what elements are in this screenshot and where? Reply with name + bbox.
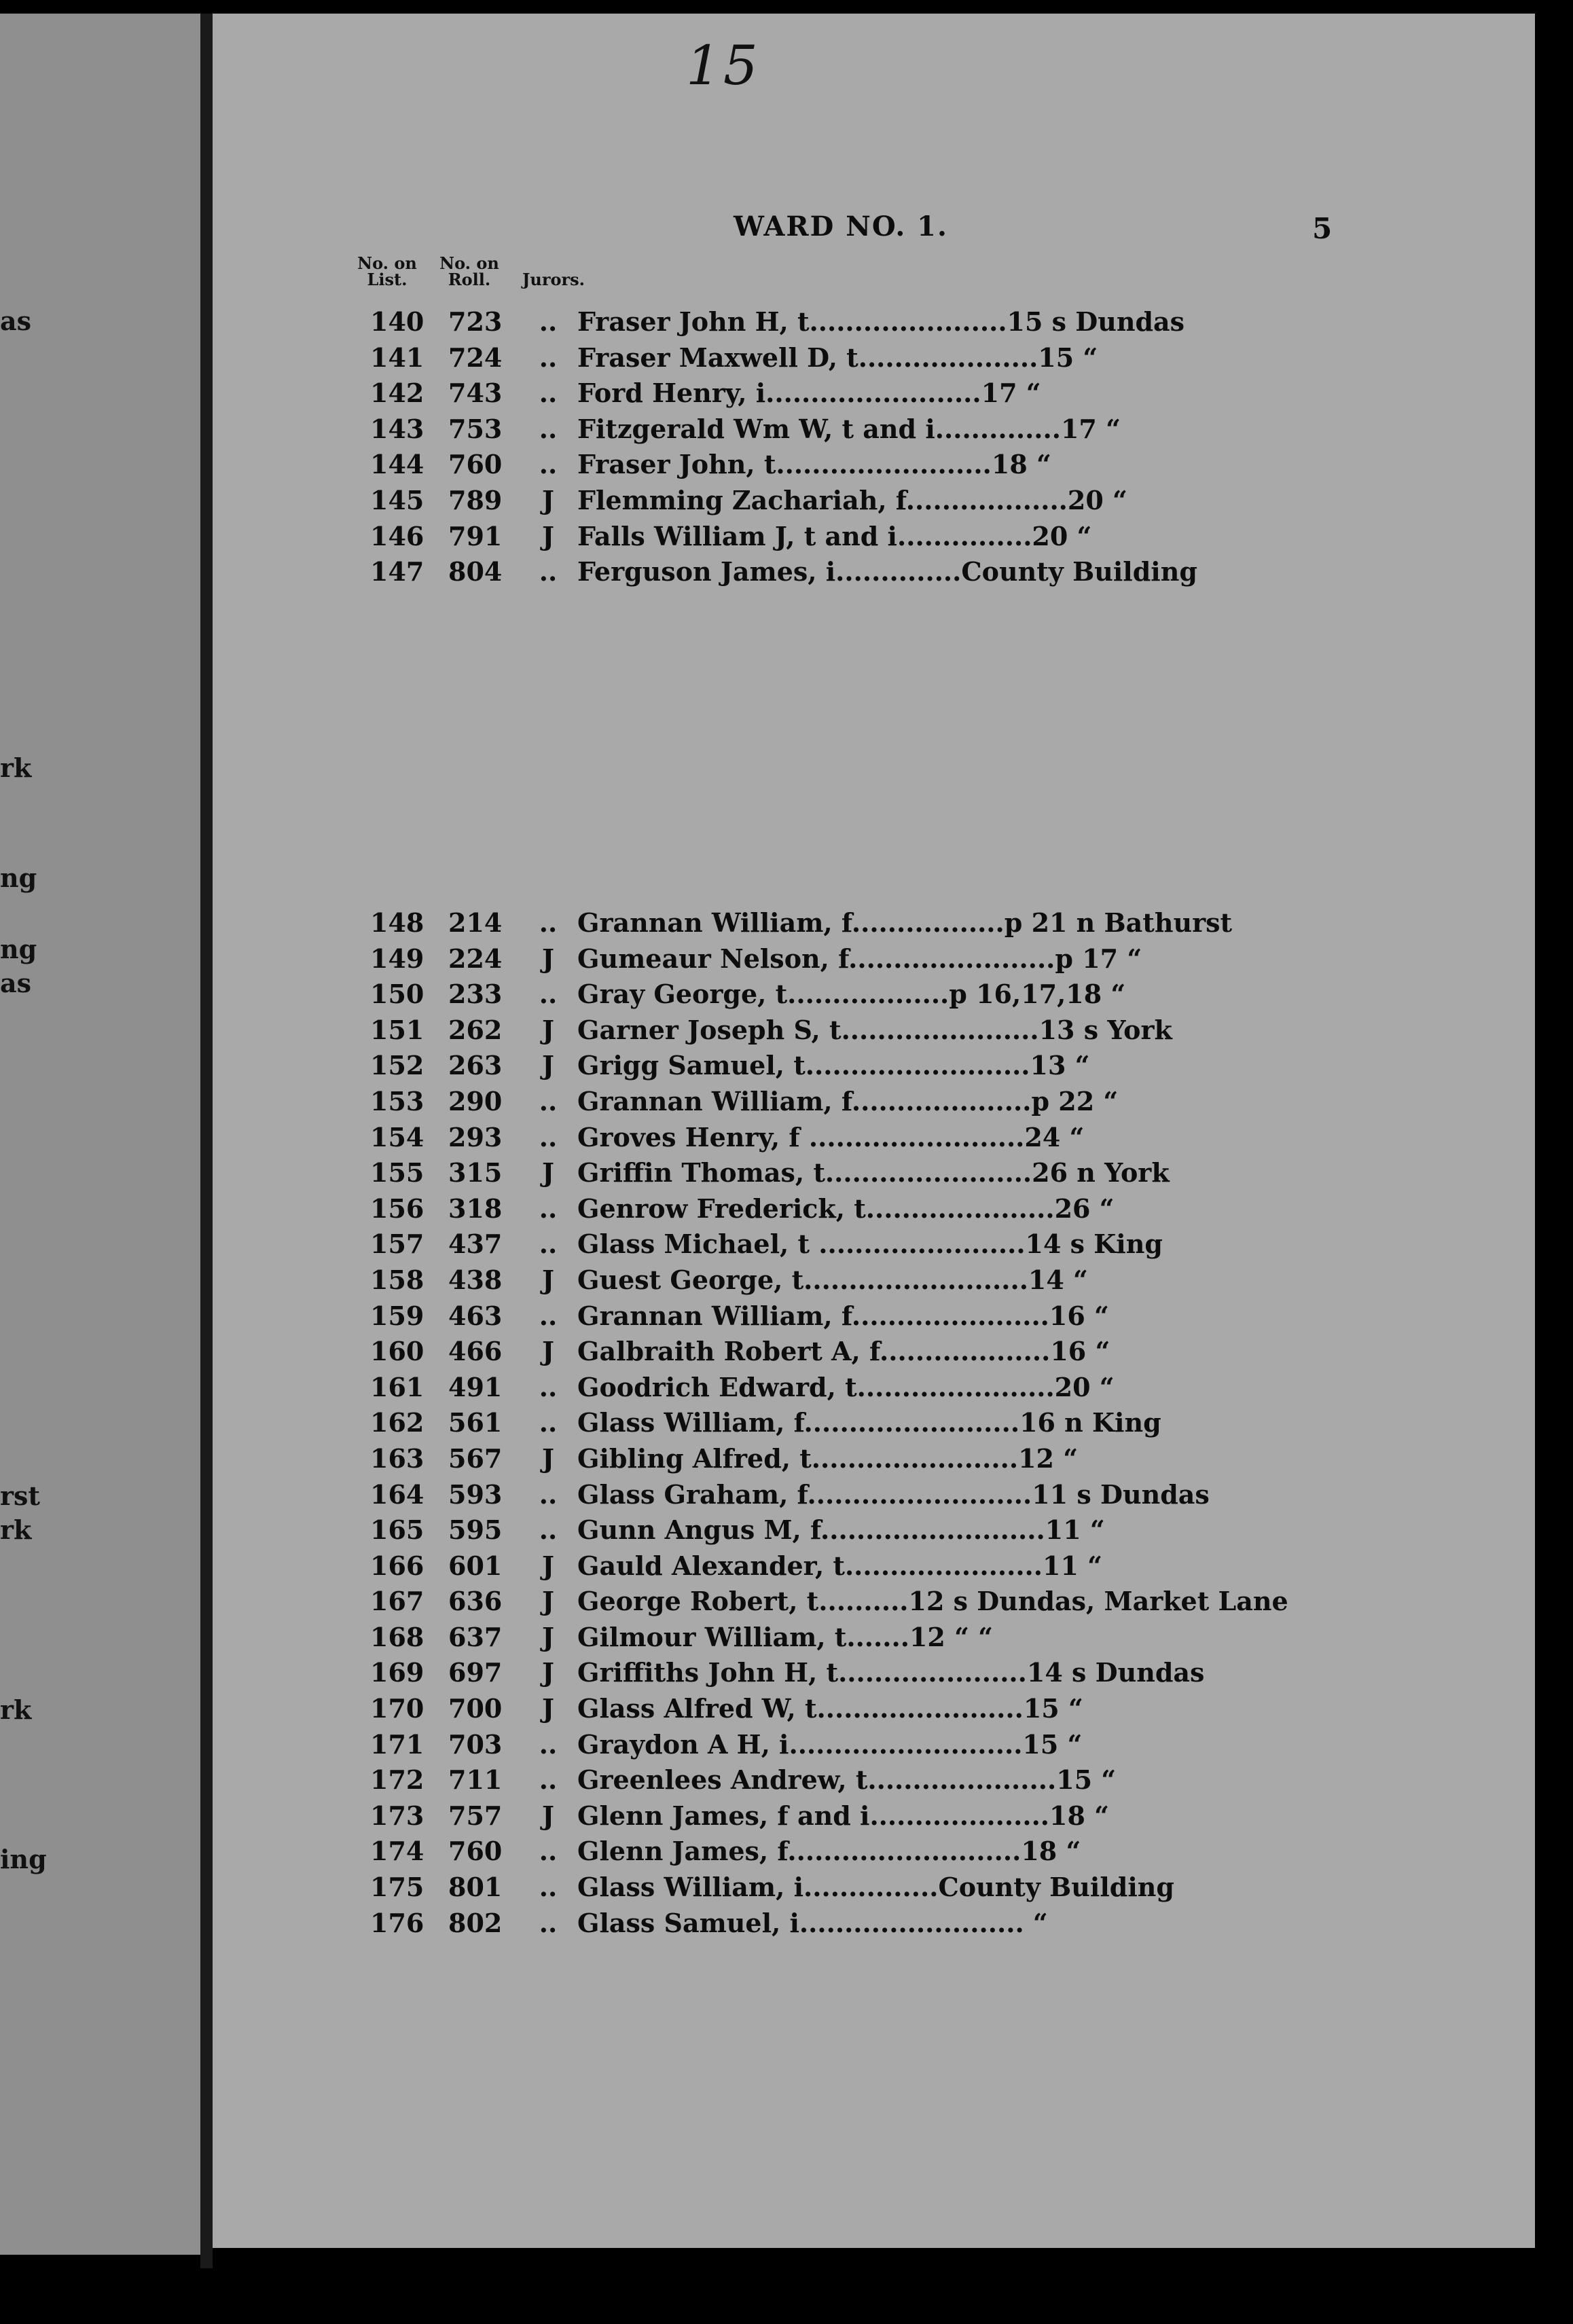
list-row xyxy=(353,1760,1345,1796)
voter-entry: Graydon A H, i..........................15 “ xyxy=(577,1728,1083,1760)
roll-number: 697 xyxy=(448,1657,503,1688)
voter-entry: Griffin Thomas, t.......................26 n York xyxy=(577,1157,1170,1188)
roll-number: 491 xyxy=(448,1371,503,1402)
voter-entry: Garner Joseph S, t......................13 s York xyxy=(577,1014,1172,1045)
roll-number: 637 xyxy=(448,1621,503,1652)
juror-mark: .. xyxy=(539,1764,558,1796)
voter-entry: Fraser John, t........................18 “ xyxy=(577,449,1051,480)
list-row xyxy=(353,1582,1345,1618)
margin-fragment: rst xyxy=(0,1481,40,1511)
voter-entry: Gray George, t..................p 16,17,18 “ xyxy=(577,979,1126,1010)
juror-mark: J xyxy=(542,484,554,515)
voter-entry: Groves Henry, f ........................24 “ xyxy=(577,1121,1085,1152)
voter-entry: Fraser Maxwell D, t....................15 “ xyxy=(577,342,1098,373)
list-number: 175 xyxy=(370,1872,424,1903)
voter-entry: Ferguson James, i..............County Building xyxy=(577,556,1197,587)
voter-list-group-1 xyxy=(353,302,1345,588)
voter-entry: Greenlees Andrew, t.....................15 “ xyxy=(577,1764,1117,1796)
juror-mark: .. xyxy=(539,1371,558,1402)
roll-number: 315 xyxy=(448,1157,503,1188)
list-number: 171 xyxy=(370,1728,424,1760)
juror-mark: J xyxy=(542,1586,554,1617)
voter-entry: Gilmour William, t.......12 “ “ xyxy=(577,1621,994,1652)
voter-entry: Glass Samuel, i......................... “ xyxy=(577,1907,1048,1938)
list-number: 144 xyxy=(370,449,424,480)
voter-entry: Gibling Alfred, t.......................12 “ xyxy=(577,1442,1079,1474)
voter-entry: Guest George, t.........................14 “ xyxy=(577,1264,1088,1295)
page-binding xyxy=(200,14,213,2268)
juror-mark: .. xyxy=(539,1728,558,1760)
voter-entry: Grigg Samuel, t.........................13 “ xyxy=(577,1050,1090,1081)
voter-entry: Griffiths John H, t.....................14 s Dundas xyxy=(577,1657,1205,1688)
list-number: 151 xyxy=(370,1014,424,1045)
list-row xyxy=(353,1832,1345,1868)
list-row xyxy=(353,1653,1345,1689)
list-number: 155 xyxy=(370,1157,424,1188)
juror-mark: J xyxy=(542,943,554,974)
list-number: 154 xyxy=(370,1121,424,1152)
list-number: 149 xyxy=(370,943,424,974)
list-row xyxy=(353,1510,1345,1546)
roll-number: 224 xyxy=(448,943,503,974)
voter-entry: Glass Graham, f.........................11 s Dundas xyxy=(577,1478,1210,1510)
voter-entry: Gumeaur Nelson, f.......................p 17 “ xyxy=(577,943,1142,974)
roll-number: 262 xyxy=(448,1014,503,1045)
juror-mark: J xyxy=(542,1264,554,1295)
list-number: 146 xyxy=(370,520,424,551)
voter-entry: George Robert, t..........12 s Dundas, Market Lane xyxy=(577,1586,1288,1617)
roll-number: 760 xyxy=(448,1836,503,1867)
roll-number: 724 xyxy=(448,342,503,373)
roll-number: 561 xyxy=(448,1407,503,1438)
roll-number: 703 xyxy=(448,1728,503,1760)
juror-mark: .. xyxy=(539,1907,558,1938)
handwritten-mark: 15 xyxy=(686,34,761,97)
margin-fragment: as xyxy=(0,968,32,998)
list-number: 153 xyxy=(370,1085,424,1116)
list-number: 148 xyxy=(370,907,424,938)
voter-entry: Galbraith Robert A, f...................16 “ xyxy=(577,1336,1110,1367)
list-number: 143 xyxy=(370,413,424,444)
list-number: 158 xyxy=(370,1264,424,1295)
list-row xyxy=(353,302,1345,338)
juror-mark: .. xyxy=(539,1872,558,1903)
juror-mark: .. xyxy=(539,449,558,480)
list-number: 145 xyxy=(370,484,424,515)
juror-mark: J xyxy=(542,1014,554,1045)
roll-number: 466 xyxy=(448,1336,503,1367)
roll-number: 636 xyxy=(448,1586,503,1617)
voter-entry: Glass Michael, t .......................14 s King xyxy=(577,1229,1163,1260)
juror-mark: .. xyxy=(539,306,558,337)
voter-entry: Fraser John H, t......................15 s Dundas xyxy=(577,306,1185,337)
list-number: 159 xyxy=(370,1300,424,1331)
list-row xyxy=(353,374,1345,410)
juror-mark: J xyxy=(542,1550,554,1581)
juror-mark: .. xyxy=(539,1407,558,1438)
list-row xyxy=(353,903,1345,939)
voter-entry: Grannan William, f....................p 22 “ xyxy=(577,1085,1119,1116)
juror-mark: .. xyxy=(539,1300,558,1331)
juror-mark: .. xyxy=(539,413,558,444)
list-row xyxy=(353,552,1345,588)
list-number: 156 xyxy=(370,1193,424,1224)
roll-number: 438 xyxy=(448,1264,503,1295)
voter-entry: Glass Alfred W, t.......................15 “ xyxy=(577,1693,1083,1724)
list-number: 162 xyxy=(370,1407,424,1438)
list-number: 140 xyxy=(370,306,424,337)
juror-mark: J xyxy=(542,1157,554,1188)
roll-number: 753 xyxy=(448,413,503,444)
list-row xyxy=(353,1725,1345,1761)
margin-fragment: ng xyxy=(0,934,37,964)
voter-entry: Grannan William, f.................p 21 n Bathurst xyxy=(577,907,1233,938)
voter-entry: Fitzgerald Wm W, t and i..............17 “ xyxy=(577,413,1121,444)
juror-mark: J xyxy=(542,1336,554,1367)
list-row xyxy=(353,1296,1345,1332)
juror-mark: J xyxy=(542,520,554,551)
column-header-list: No. on List. xyxy=(357,253,417,289)
list-number: 150 xyxy=(370,979,424,1010)
list-row xyxy=(353,1689,1345,1725)
voter-entry: Goodrich Edward, t......................20 “ xyxy=(577,1371,1115,1402)
roll-number: 263 xyxy=(448,1050,503,1081)
juror-mark: J xyxy=(542,1657,554,1688)
list-row xyxy=(353,481,1345,517)
voter-entry: Flemming Zachariah, f..................20 “ xyxy=(577,484,1127,515)
list-row xyxy=(353,1260,1345,1296)
roll-number: 595 xyxy=(448,1514,503,1546)
page-number: 5 xyxy=(1312,212,1333,245)
juror-mark: .. xyxy=(539,1193,558,1224)
list-row xyxy=(353,1475,1345,1511)
list-number: 174 xyxy=(370,1836,424,1867)
list-number: 164 xyxy=(370,1478,424,1510)
voter-entry: Glenn James, f..........................18 “ xyxy=(577,1836,1081,1867)
roll-number: 791 xyxy=(448,520,503,551)
juror-mark: .. xyxy=(539,1229,558,1260)
left-page-fragment xyxy=(0,14,204,2255)
list-number: 168 xyxy=(370,1621,424,1652)
list-number: 147 xyxy=(370,556,424,587)
roll-number: 743 xyxy=(448,378,503,409)
juror-mark: J xyxy=(542,1800,554,1831)
list-number: 152 xyxy=(370,1050,424,1081)
juror-mark: .. xyxy=(539,979,558,1010)
margin-fragment: rk xyxy=(0,752,32,783)
roll-number: 233 xyxy=(448,979,503,1010)
roll-number: 567 xyxy=(448,1442,503,1474)
list-row xyxy=(353,1868,1345,1904)
voter-entry: Glenn James, f and i....................18 “ xyxy=(577,1800,1110,1831)
roll-number: 601 xyxy=(448,1550,503,1581)
list-number: 160 xyxy=(370,1336,424,1367)
list-row xyxy=(353,1118,1345,1154)
list-row xyxy=(353,1082,1345,1118)
juror-mark: .. xyxy=(539,556,558,587)
roll-number: 757 xyxy=(448,1800,503,1831)
list-number: 157 xyxy=(370,1229,424,1260)
juror-mark: .. xyxy=(539,907,558,938)
list-row xyxy=(353,1403,1345,1439)
roll-number: 804 xyxy=(448,556,503,587)
roll-number: 293 xyxy=(448,1121,503,1152)
margin-fragment: ng xyxy=(0,863,37,893)
list-number: 173 xyxy=(370,1800,424,1831)
roll-number: 214 xyxy=(448,907,503,938)
list-row xyxy=(353,517,1345,553)
list-number: 165 xyxy=(370,1514,424,1546)
roll-number: 593 xyxy=(448,1478,503,1510)
roll-number: 801 xyxy=(448,1872,503,1903)
juror-mark: .. xyxy=(539,378,558,409)
voter-entry: Glass William, i...............County Building xyxy=(577,1872,1174,1903)
page-title: WARD NO. 1. xyxy=(734,211,948,242)
voter-entry: Ford Henry, i........................17 “ xyxy=(577,378,1041,409)
list-number: 170 xyxy=(370,1693,424,1724)
roll-number: 723 xyxy=(448,306,503,337)
voter-entry: Falls William J, t and i...............20 “ xyxy=(577,520,1092,551)
roll-number: 463 xyxy=(448,1300,503,1331)
margin-fragment: rk xyxy=(0,1694,32,1725)
list-row xyxy=(353,1011,1345,1047)
juror-mark: J xyxy=(542,1050,554,1081)
roll-number: 318 xyxy=(448,1193,503,1224)
list-row xyxy=(353,1368,1345,1404)
voter-entry: Gauld Alexander, t......................11 “ xyxy=(577,1550,1102,1581)
list-row xyxy=(353,1046,1345,1082)
list-row xyxy=(353,445,1345,481)
voter-entry: Gunn Angus M, f.........................11 “ xyxy=(577,1514,1105,1546)
juror-mark: .. xyxy=(539,1478,558,1510)
voter-list-group-2 xyxy=(353,903,1345,1939)
list-number: 172 xyxy=(370,1764,424,1796)
list-number: 142 xyxy=(370,378,424,409)
margin-fragment: rk xyxy=(0,1514,32,1545)
list-number: 166 xyxy=(370,1550,424,1581)
list-row xyxy=(353,1189,1345,1225)
list-row xyxy=(353,1546,1345,1582)
list-row xyxy=(353,410,1345,446)
roll-number: 290 xyxy=(448,1085,503,1116)
list-row xyxy=(353,1796,1345,1832)
voter-entry: Glass William, f........................16 n King xyxy=(577,1407,1161,1438)
column-header-jurors: Jurors. xyxy=(522,270,585,289)
juror-mark: J xyxy=(542,1442,554,1474)
list-row xyxy=(353,338,1345,374)
juror-mark: .. xyxy=(539,1836,558,1867)
roll-number: 700 xyxy=(448,1693,503,1724)
roll-number: 437 xyxy=(448,1229,503,1260)
juror-mark: J xyxy=(542,1693,554,1724)
juror-mark: .. xyxy=(539,1121,558,1152)
list-number: 169 xyxy=(370,1657,424,1688)
list-row xyxy=(353,1439,1345,1475)
list-row xyxy=(353,1618,1345,1654)
juror-mark: .. xyxy=(539,1514,558,1546)
roll-number: 802 xyxy=(448,1907,503,1938)
voter-entry: Genrow Frederick, t.....................26 “ xyxy=(577,1193,1115,1224)
roll-number: 789 xyxy=(448,484,503,515)
margin-fragment: ing xyxy=(0,1844,47,1874)
list-row xyxy=(353,1224,1345,1260)
column-header-roll: No. on Roll. xyxy=(439,253,499,289)
roll-number: 711 xyxy=(448,1764,503,1796)
roll-number: 760 xyxy=(448,449,503,480)
list-row xyxy=(353,1904,1345,1940)
list-number: 161 xyxy=(370,1371,424,1402)
list-row xyxy=(353,1332,1345,1368)
list-number: 167 xyxy=(370,1586,424,1617)
juror-mark: .. xyxy=(539,1085,558,1116)
list-row xyxy=(353,939,1345,975)
list-number: 176 xyxy=(370,1907,424,1938)
list-row xyxy=(353,975,1345,1011)
list-number: 141 xyxy=(370,342,424,373)
list-row xyxy=(353,1153,1345,1189)
juror-mark: .. xyxy=(539,342,558,373)
list-number: 163 xyxy=(370,1442,424,1474)
juror-mark: J xyxy=(542,1621,554,1652)
margin-fragment: as xyxy=(0,306,32,336)
voter-entry: Grannan William, f......................16 “ xyxy=(577,1300,1109,1331)
